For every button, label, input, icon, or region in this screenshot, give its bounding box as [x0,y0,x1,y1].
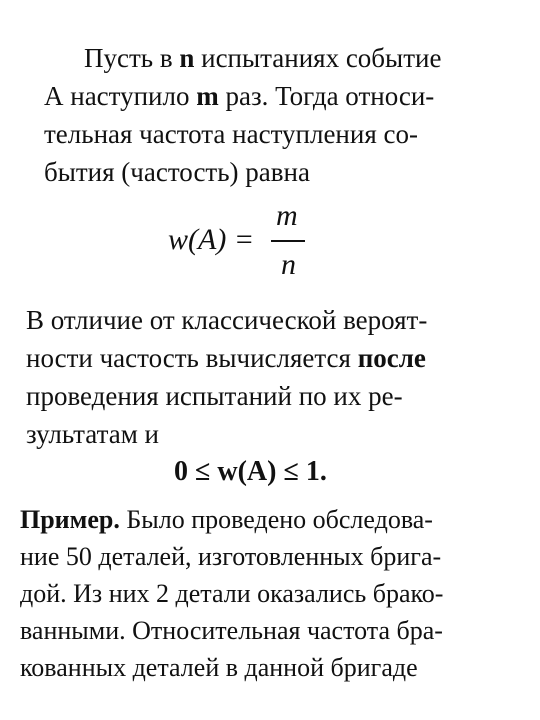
para2-line2 [26,342,426,374]
para1-line2-c: раз. Тогда относи- [218,81,435,111]
inequality: 0 ≤ w(A) ≤ 1. [174,456,327,487]
example-line4: ванными. Относительная частота бра- [20,616,443,645]
example-line1 [20,504,433,536]
para2-line4: зультатам и [26,419,159,449]
formula-fraction-bar [271,240,305,242]
example-line3: дой. Из них 2 детали оказались брако- [20,579,444,608]
example-line5: кованных деталей в данной бригаде [20,653,418,682]
para1-line2-m: m [196,81,219,111]
para1-line1-c: испытаниях событие [194,43,442,73]
para2-line1: В отличие от классической вероят- [26,305,428,335]
para2-line2-a: ности частость вычисляется [26,343,358,373]
para1-line2-a: А наступило [44,81,197,111]
para1-line2 [44,80,434,112]
example-label: Пример. [20,505,120,534]
example-line2: ние 50 деталей, изготовленных брига- [20,542,442,571]
para1-line1-a: Пусть в [84,43,180,73]
example-line1-rest: Было проведено обследова- [119,505,433,534]
para1-line4: бытия (частость) равна [44,157,310,187]
para2-line2-posle: после [357,343,426,373]
para1-line3: тельная частота наступления со- [44,119,418,149]
formula-numerator: m [276,199,298,232]
para2-line3: проведения испытаний по их ре- [26,381,403,411]
formula-denominator: n [281,248,296,281]
para1-line1 [84,42,441,74]
formula-lhs: w(A) = [168,223,255,256]
para1-line1-n: n [179,43,195,73]
